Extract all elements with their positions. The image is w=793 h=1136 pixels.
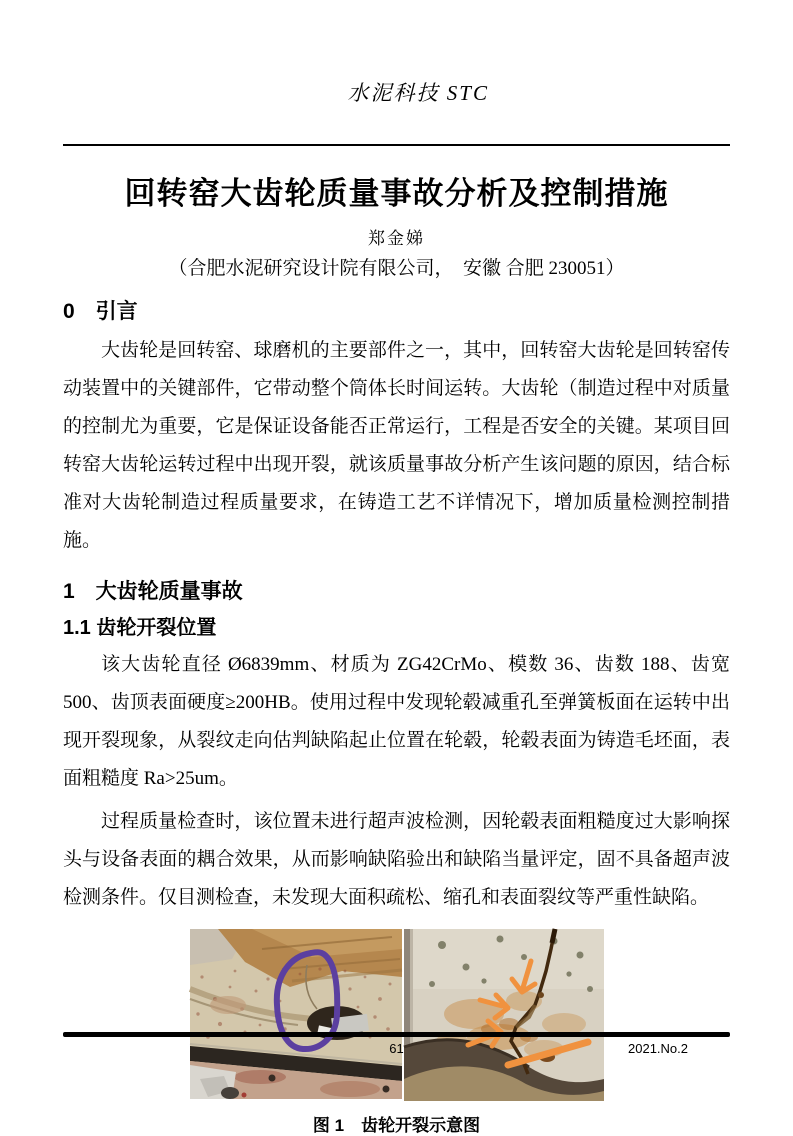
figure1-left-photo [190, 929, 402, 1099]
article-affiliation: （合肥水泥研究设计院有限公司， 安徽 合肥 230051） [168, 258, 625, 280]
intro-paragraph: 大齿轮是回转窑、球磨机的主要部件之一，其中，回转窑大齿轮是回转窑传动装置中的关键部件，它带动整个筒体长时间运转。大齿轮（制造过程中对质量的控制尤为重要，它是保证设备能否正常运行，工程是否安全的关键。某项目回转窑大齿轮运转过程中出现开裂，就该质量事故分析产生该问题的原因，结合标准对大齿轮制造过程质量要求，在铸造工艺不详情况下，增加质量检测控制措施。 [63, 339, 730, 551]
figure1-caption: 图 1 齿轮开裂示意图 [312, 1115, 481, 1135]
footer-page-number: 61 [389, 1041, 404, 1056]
section-heading-intro: 0 引言 [63, 300, 138, 324]
footer-issue: 2021.No.2 [628, 1041, 688, 1056]
section-1-1-paragraph-2: 过程质量检查时，该位置未进行超声波检测，因轮毂表面粗糙度过大影响探头与设备表面的耦合效果，从而影响缺陷验出和缺陷当量评定，固不具备超声波检测条件。仅目测检查，未发现大面积疏松、缩孔和表面裂纹等严重性缺陷。 [63, 810, 730, 908]
article-title: 回转窑大齿轮质量事故分析及控制措施 [124, 176, 669, 211]
figure1-right-photo [404, 929, 604, 1101]
section-1-1-paragraph-1: 该大齿轮直径 Ø6839mm、材质为 ZG42CrMo、模数 36、齿数 188、齿宽 500、齿顶表面硬度≥200HB。使用过程中发现轮毂减重孔至弹簧板面在运转中出现开裂现象，从裂纹走向估判缺陷起止位置在轮毂，轮毂表面为铸造毛坯面，表面粗糙度 Ra>25um。 [63, 653, 730, 789]
journal-header [63, 0, 730, 146]
figure-1 [63, 929, 730, 1101]
article-author: 郑金娣 [368, 229, 425, 249]
section-heading-1: 1 大齿轮质量事故 [63, 579, 243, 603]
footer-rule [63, 1032, 730, 1037]
section-heading-1-1: 1.1 齿轮开裂位置 [63, 616, 217, 639]
page-footer [63, 1032, 730, 1059]
journal-title: 水泥科技 STC [347, 81, 489, 105]
